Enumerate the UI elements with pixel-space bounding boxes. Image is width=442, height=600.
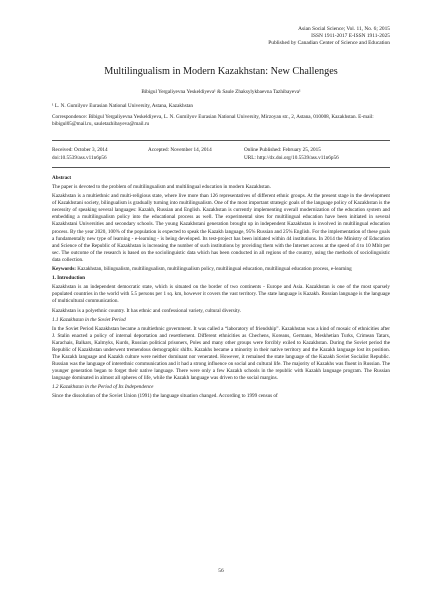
correspondence: Correspondence: Bibigul Yergaliyevna Yeskeldiyeva, L. N. Gumilyov Eurasian National University, Mirzoyan str., 2, Astana, 010008, Kazakhstan. E-mail: bibigul05@mail.ru, sauletazhibayeva@mail.ru: [52, 114, 374, 128]
soviet-paragraph: In the Soviet Period Kazakhstan became a multiethnic government. It was called a “laboratory of friendship”. Kazakhstan was a kind of mosaic of ethnicities after J. Stalin enacted a policy of internal deportation and resettlement. Different ethnicities as Chechens, Koreans, Germans, Meskhetian Turks, Crimean Tatars, Karachais, Balkars, Kalmyks, Kurds, Russian political prisoners, Poles and many other groups were forcibly exiled to Kazakhstan. During the Soviet period the Republic of Kazakhstan underwent tremendous demographic shifts. Kazakhs became a minority in their native territory and the Kazakh language lost its position. The Kazakh language and Kazakh culture were neither dominant nor venerated. However, it remained the state language of the Kazakh Soviet Socialist Republic. Russian was the language of interethnic communication and it had a strong influence on social and cultural life. The majority of Kazakhs was fluent in Russian. The younger generation began to forget their native language. There were only a few Kazakh schools in the republic with Kazakh language program. The Russian language dominated in almost all spheres of life, while the Kazakh language was driven to the social margins.: [52, 325, 390, 382]
subsection-heading-independence: 1.2 Kazakhstan in the Period of Its Independence: [52, 384, 154, 391]
subsection-heading-soviet: 1.1 Kazakhstan in the Soviet Period: [52, 316, 126, 323]
divider-top: [52, 140, 390, 141]
paper-body: [52, 174, 390, 403]
keywords: [52, 266, 390, 273]
doi: doi:10.5539/ass.v11n6p56: [52, 155, 107, 161]
divider-bottom: [52, 167, 390, 168]
paper-title: Multilingualism in Modern Kazakhstan: New Challenges: [104, 66, 338, 77]
page-number: 56: [218, 568, 224, 574]
abstract-paragraph: The paper is devoted to the problem of multilingualism and multilingual education in modern Kazakhstan.: [52, 184, 271, 191]
section-heading-introduction: 1. Introduction: [52, 275, 86, 282]
author-affiliation: ¹ L. N. Gumilyov Eurasian National University, Astana, Kazakhstan: [52, 103, 193, 109]
journal-header: [268, 26, 390, 47]
accepted-date: Accepted: November 14, 2014: [148, 147, 212, 153]
intro-paragraph: Kazakhstan is a polyethnic country. It has ethnic and confessional variety, cultural diversity.: [52, 307, 241, 314]
publication-dates: [52, 146, 390, 162]
journal-publisher: Published by Canadian Center of Science and Education: [268, 40, 390, 46]
independence-paragraph: Since the dissolution of the Soviet Union (1991) the language situation changed. According to 1999 census of: [52, 393, 278, 400]
online-date: Online Published: February 25, 2015: [244, 147, 321, 153]
intro-paragraph: Kazakhstan is an independent democratic state, which is situated on the border of two continents - Europe and Asia. Kazakhstan is one of the most sparsely populated countries in the world with 5.5 persons per 1 sq. km, however it covers the vast territory. The state language is Kazakh. Russian language is the language of multicultural communication.: [52, 284, 390, 305]
journal-issn: ISSN 1911-2017 E-ISSN 1911-2025: [311, 33, 390, 39]
keywords-label: Keywords:: [52, 265, 76, 272]
author-list: Bibigul Yergaliyevna Yeskeldiyeva¹ & Saule Zhaksylykbaevna Tazhibayeva¹: [141, 89, 301, 95]
received-date: Received: October 3, 2014: [52, 147, 108, 153]
doi-url[interactable]: URL: http://dx.doi.org/10.5539/ass.v11n6p56: [244, 155, 339, 161]
abstract-paragraph: Kazakhstan is a multiethnic and multi-religious state, where live more than 126 representatives of different ethnic groups. At the present stage in the development of Kazakhstani society, bilingualism is gradually turning into multilingualism. One of the most important strategic goals of the language policy of Kazakhstan is the necessity of speaking several languages: Kazakh, Russian and English. Kazakhstan is currently implementing overall modernization of the education system and embedding a multilingualism policy into the educational process as well. The experimental sites for multilingual education have been initiated in several Kazakhstani Universities and secondary schools. The young Kazakhstani generation brought up in independent Kazakhstan is involved in multilingual education process. By the year 2020, 100% of the population is expected to speak the Kazakh language, 95% Russian and 25% English. For the implementation of these goals a fundamentally new type of learning - e-learning - is being developed. Its test-project has been initiated within 44 institutions. In 2014 the Ministry of Education and Science of the Republic of Kazakhstan is increasing the number of such institutions by providing them with the Internet access at the speed of 4 to 10 Mbit per sec. The outcome of the research is based on the sociolinguistic data which has been conducted in all regions of the country, using the methods of sociolinguistic data collection.: [52, 193, 390, 263]
keywords-text: Kazakhstan, bilingualism, multilingualism, multilingualism policy, multilingual education, multilingual education process, e-learning: [77, 265, 352, 272]
abstract-heading: Abstract: [52, 175, 72, 181]
journal-volume: Asian Social Science; Vol. 11, No. 6; 2015: [298, 26, 390, 32]
